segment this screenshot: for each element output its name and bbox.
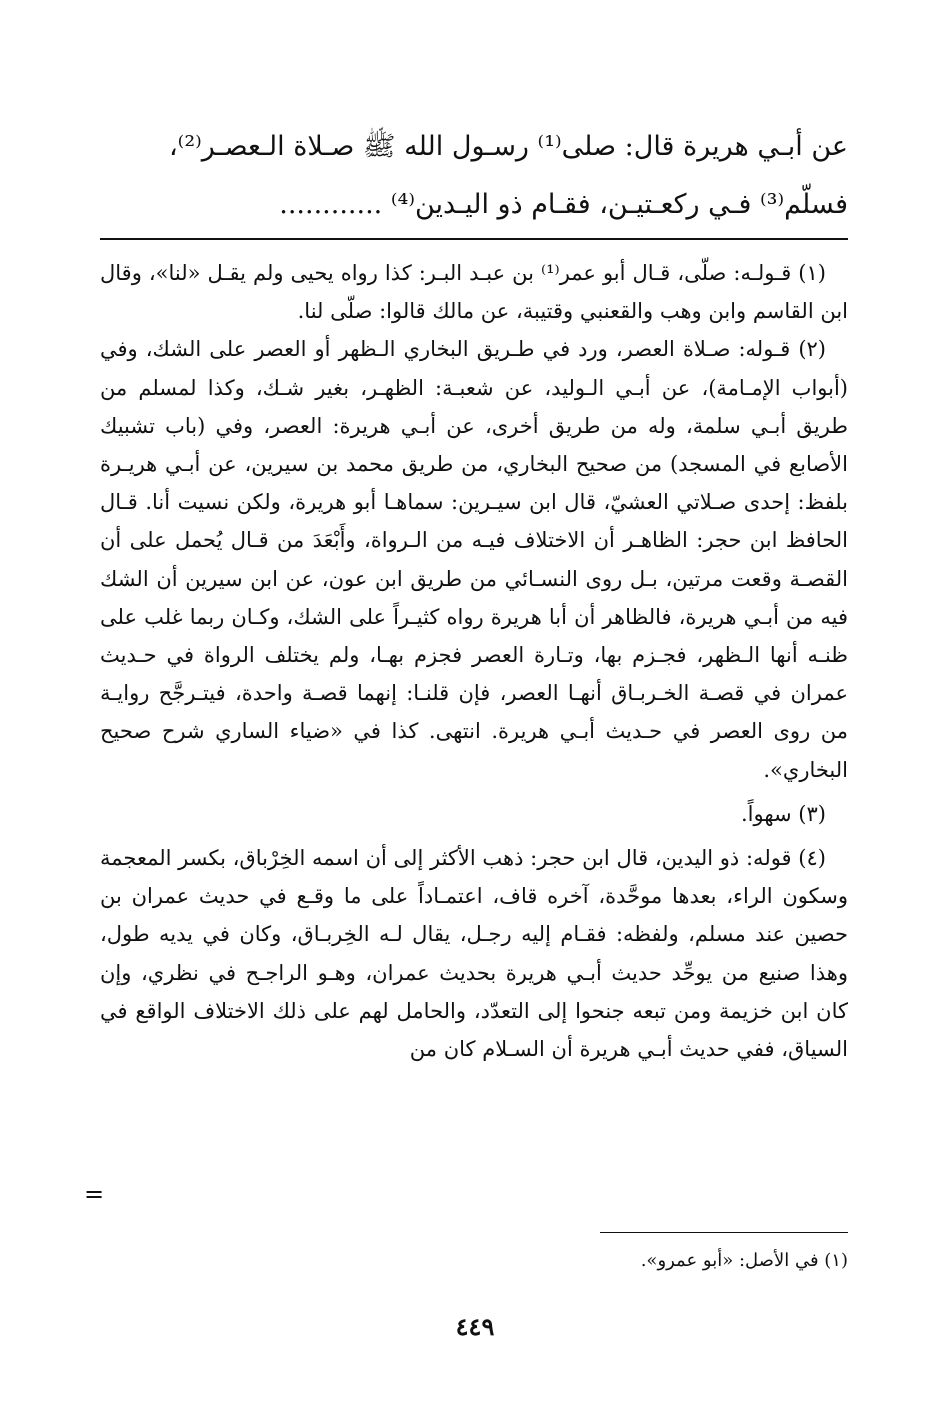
footnote: (١) في الأصل: «أبو عمرو». <box>640 1250 848 1271</box>
main-line-2-text: فسلّم⁽³⁾ فـي ركعـتيـن، فقـام ذو اليـدين⁽⁴⁾ <box>390 189 848 220</box>
note-1: (١) قـولـه: صلّى، قـال أبو عمر⁽¹⁾ بن عبـد البـر: كذا رواه يحيى ولم يقـل «لنا»، وقال ابن القاسم وابن وهب والقعنبي وقتيبة، عن مالك قالوا: صلّى لنا. <box>100 261 848 324</box>
main-line-2 <box>100 176 848 234</box>
ellipsis-dots: ............ <box>279 189 383 220</box>
divider-bottom <box>600 1232 848 1233</box>
note-2: (٢) قـوله: صـلاة العصر، ورد في طـريق البخاري الـظهر أو العصر على الشك، وفي (أبواب الإمـامة)، عن أبـي الـوليد، عن شعبـة: الظهـر، بغير شـك، وكذا لمسلم من طريق أبـي سلمة، وله من طريق أخرى، عن أبـي هريرة: العصر، وفي (باب تشبيك الأصابع في المسجد) من صحيح البخاري، من طريق محمد بن سيرين، عن أبـي هريـرة بلفظ: إحدى صـلاتي العشيّ، قال ابن سيـرين: سماهـا أبو هريرة، ولكن نسيت أنا. قـال الحافظ ابن حجر: الظاهـر أن الاختلاف فيـه من الـرواة، وأَبْعَدَ من قـال يُحمل على أن القصـة وقعت مرتين، بـل روى النسـائي من طريق ابن عون، عن ابن سيرين أن الشك فيه من أبـي هريرة، فالظاهر أن أبا هريرة رواه كثيـراً على الشك، وكـان ربما غلب على ظنـه أنها الـظهر، فجـزم بها، وتـارة العصر فجزم بهـا، ولم يختلف الرواة في حـديث عمران في قصـة الخـربـاق أنهـا العصر، فإن قلنـا: إنهما قصـة واحدة، فيتـرجَّح روايـة من روى العصر في حـديث أبـي هريرة. انتهى. كذا في «ضياء الساري شرح صحيح البخاري». <box>100 337 848 782</box>
main-text <box>100 118 848 234</box>
commentary-notes <box>100 254 848 1068</box>
note-3: (٣) سهواً. <box>741 801 826 826</box>
continuation-mark: = <box>84 1180 105 1208</box>
page-number: ٤٤٩ <box>455 1312 495 1341</box>
note-4: (٤) قوله: ذو اليدين، قال ابن حجر: ذهب الأكثر إلى أن اسمه الخِرْباق، بكسر المعجمة وسكون الراء، بعدها موحَّدة، آخره قاف، اعتمـاداً على ما وقـع في حديث عمران بن حصين عند مسلم، ولفظه: فقـام إليه رجـل، يقال لـه الخِربـاق، وكان في يديه طول، وهذا صنيع من يوحِّد حديث أبـي هريرة بحديث عمران، وهـو الراجـح في نظري، وإن كان ابن خزيمة ومن تبعه جنحوا إلى التعدّد، والحامل لهم على ذلك الاختلاف الواقع في السياق، ففي حديث أبـي هريرة أن السـلام كان من <box>100 846 848 1062</box>
main-line-1: عن أبـي هريرة قال: صلى⁽¹⁾ رسـول الله ﷺ صـلاة الـعصـر⁽²⁾، <box>168 131 848 162</box>
divider-top <box>100 238 848 240</box>
